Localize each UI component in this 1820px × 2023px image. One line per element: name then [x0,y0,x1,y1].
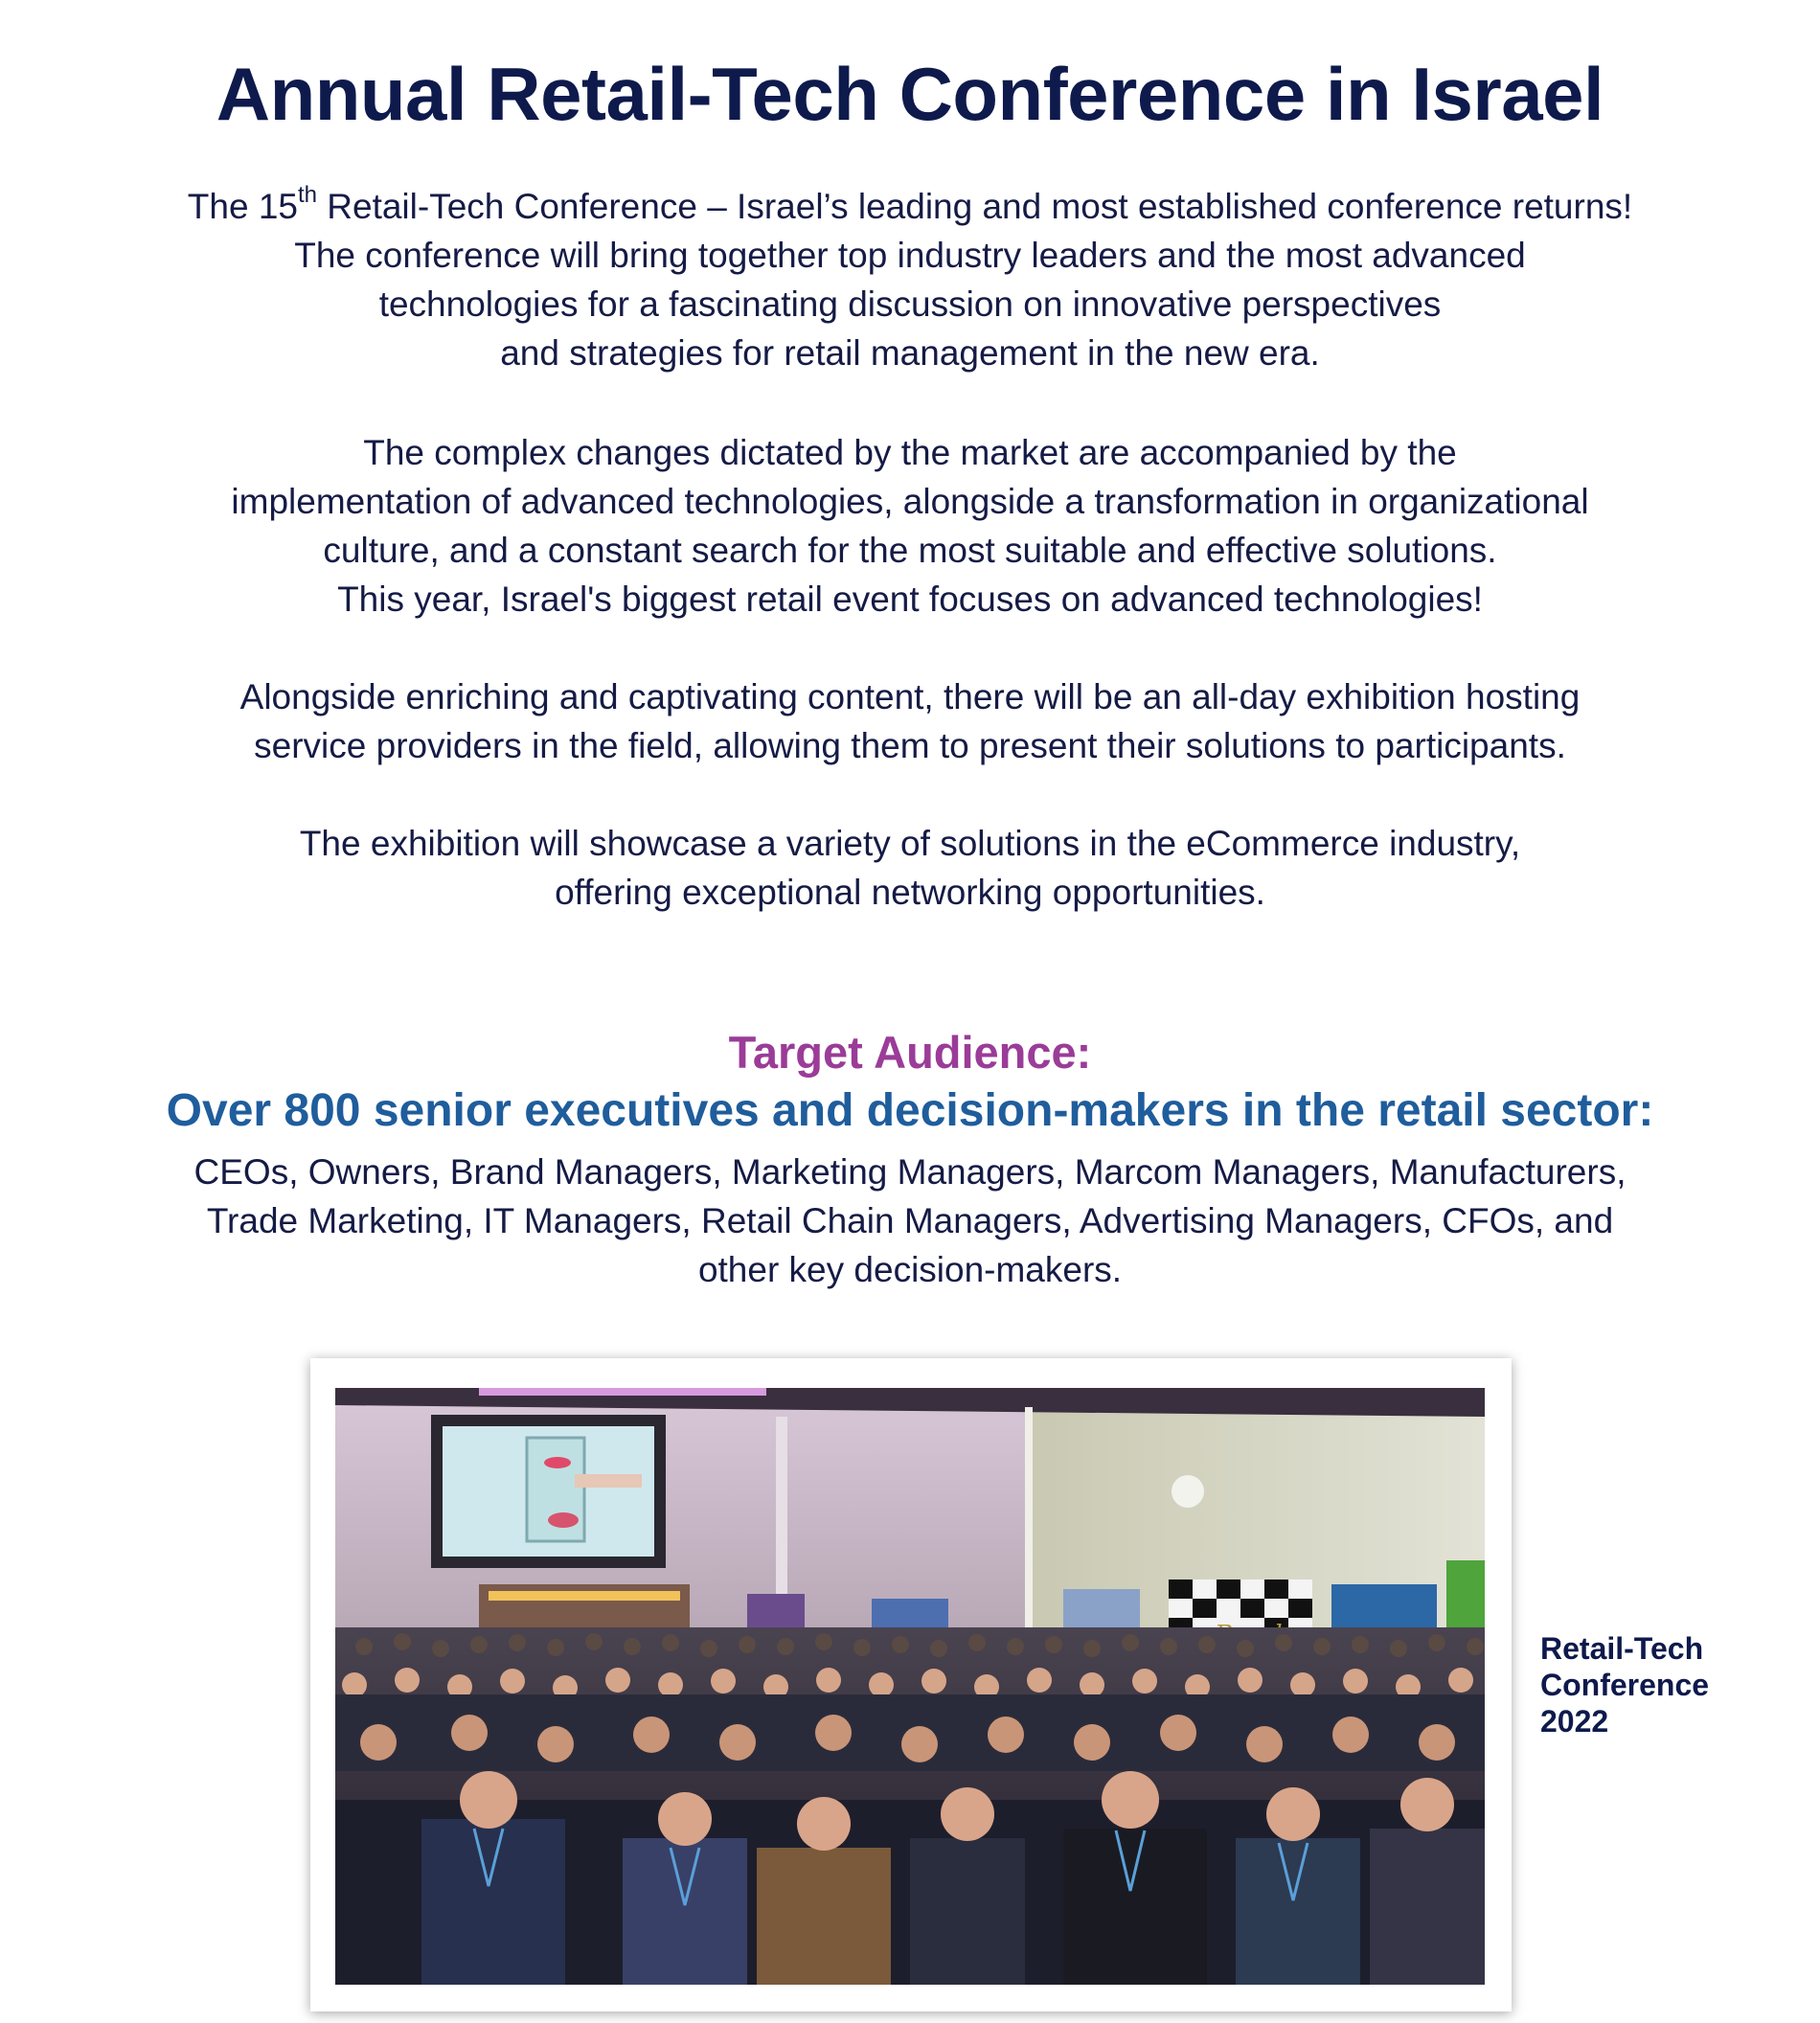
intro-p3-line-2: service providers in the field, allowing them to present their solutions to participants. [254,726,1566,765]
audience-list-line-2: Trade Marketing, IT Managers, Retail Chain Managers, Advertising Managers, CFOs, and [206,1201,1614,1240]
caption-line-3: 2022 [1540,1704,1609,1739]
intro-p4-line-1: The exhibition will showcase a variety of solutions in the eCommerce industry, [299,824,1521,863]
conference-crowd-illustration [335,1388,1485,1985]
conference-photo-frame [310,1358,1512,2012]
photo-caption [1540,1630,1751,1739]
intro-p3-line-1: Alongside enriching and captivating content, there will be an all-day exhibition hosting [239,677,1581,716]
intro-paragraph-1 [77,182,1743,377]
caption-line-1: Retail-Tech [1540,1631,1704,1666]
ordinal-suffix: th [297,181,317,208]
audience-list-line-3: other key decision-makers. [697,1250,1123,1289]
intro-p2-line-2: implementation of advanced technologies, alongside a transformation in organizational [231,482,1589,521]
intro-p1-line-4: and strategies for retail management in the new era. [500,333,1320,373]
intro-p1-line-2: The conference will bring together top industry leaders and the most advanced [294,236,1526,275]
intro-p1-line-3: technologies for a fascinating discussion on innovative perspectives [378,284,1442,324]
page-title: Annual Retail-Tech Conference in Israel [216,52,1604,136]
conference-crowd-photo [335,1388,1485,1985]
intro-p1-line-1-end: Retail-Tech Conference – Israel’s leading and most established conference returns! [317,187,1633,226]
caption-line-2: Conference [1540,1668,1710,1702]
intro-p4-line-2: offering exceptional networking opportunities. [555,873,1265,912]
intro-p1-line-1 [77,182,1743,231]
intro-p2-line-1: The complex changes dictated by the market are accompanied by the [363,433,1457,472]
intro-paragraph-2 [77,428,1743,624]
target-audience-label: Target Audience: [728,1027,1092,1078]
intro-paragraph-3 [77,672,1743,770]
intro-p2-line-4: This year, Israel's biggest retail event focuses on advanced technologies! [337,580,1483,619]
audience-list-line-1: CEOs, Owners, Brand Managers, Marketing Managers, Marcom Managers, Manufacturers, [193,1152,1627,1192]
intro-p2-line-3: culture, and a constant search for the most suitable and effective solutions. [323,531,1497,570]
target-audience-headline: Over 800 senior executives and decision-makers in the retail sector: [166,1085,1654,1136]
intro-p1-line-1-start: The 15 [187,187,298,226]
target-audience-list [77,1148,1743,1294]
intro-paragraph-4 [77,819,1743,917]
